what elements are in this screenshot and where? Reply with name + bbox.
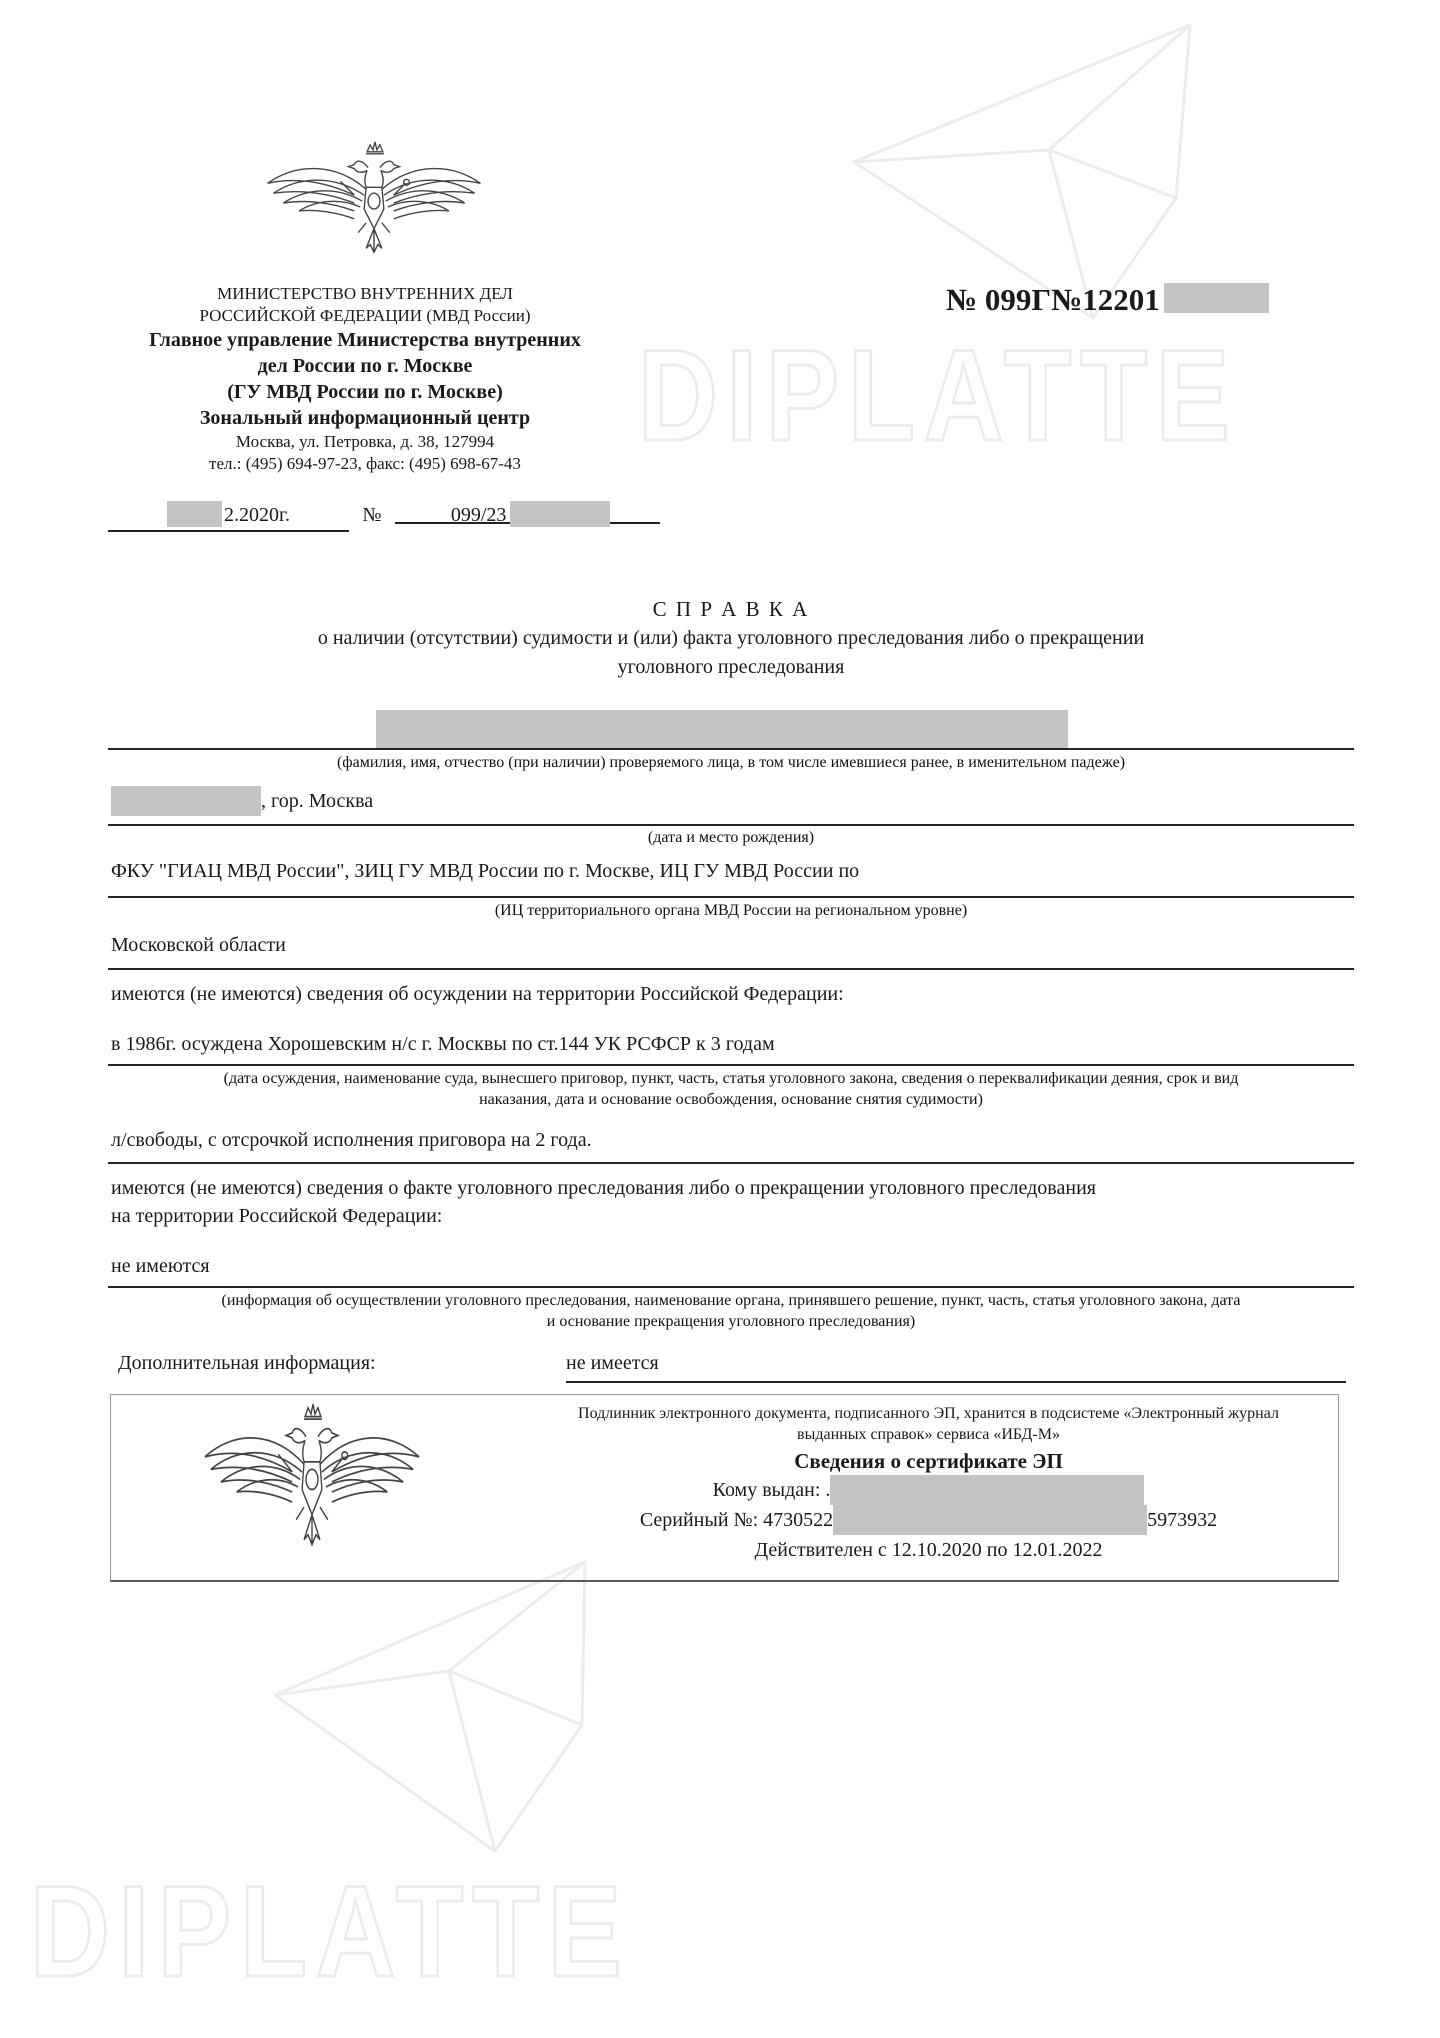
document-number-text: № 099Г№12201 (946, 282, 1160, 317)
redaction-box (167, 501, 222, 527)
field-rule (108, 896, 1354, 898)
title-subtitle: уголовного преследования (617, 656, 845, 678)
certificate-text (541, 1403, 1316, 1565)
serial-suffix: 5973932 (1147, 1509, 1218, 1531)
org-value-continued: Московской области (111, 934, 286, 956)
serial-number-field (541, 1505, 1316, 1535)
issue-date-text: 2.2020г. (224, 504, 290, 526)
phone-fax-line: тел.: (495) 694-97-23, факс: (495) 698-67-43 (209, 454, 521, 473)
redaction-box (111, 786, 261, 816)
ministry-line: РОССИЙСКОЙ ФЕДЕРАЦИИ (МВД России) (199, 306, 531, 325)
field-caption: (фамилия, имя, отчество (при наличии) проверяемого лица, в том числе имевшиеся ранее, в именительном падеже) (336, 754, 1126, 771)
conviction-value: в 1986г. осуждена Хорошевским н/с г. Москвы по ст.144 УК РСФСР к 3 годам (111, 1033, 775, 1055)
additional-info-value: не имеется (566, 1352, 659, 1374)
mvd-eagle-emblem (255, 138, 493, 276)
issued-to-label: Кому выдан: . (712, 1479, 831, 1501)
field-rule (108, 748, 1354, 750)
redaction-box (833, 1505, 1147, 1535)
prosecution-value: не имеются (111, 1255, 210, 1277)
paper-airplane-watermark (258, 1555, 603, 1855)
paper-airplane-watermark (845, 15, 1205, 325)
field-caption: (информация об осуществлении уголовного преследования, наименование органа, принявшего решение, пункт, часть, статья уголовного закона, дата (221, 1292, 1241, 1309)
outgoing-number-field (395, 494, 660, 524)
field-rule (108, 1162, 1354, 1164)
redaction-box (376, 710, 1068, 748)
conviction-value-continued: л/свободы, с отсрочкой исполнения приговора на 2 года. (111, 1129, 592, 1151)
prosecution-label: имеются (не имеются) сведения о факте уголовного преследования либо о прекращении уголовного преследования (111, 1177, 1096, 1199)
title-subtitle: о наличии (отсутствии) судимости и (или) факта уголовного преследования либо о прекращении (317, 627, 1145, 649)
department-line: дел России по г. Москве (257, 355, 473, 377)
issued-to-field (541, 1475, 1316, 1505)
field-rule (108, 1286, 1354, 1288)
diplatte-watermark: DIPLATTE (30, 1858, 631, 2004)
title-block (108, 594, 1354, 682)
org-value: ФКУ "ГИАЦ МВД России", ЗИЦ ГУ МВД России по г. Москве, ИЦ ГУ МВД России по (111, 860, 860, 882)
field-rule (566, 1381, 1346, 1383)
field-caption: (дата осуждения, наименование суда, вынесшего приговор, пункт, часть, статья уголовного закона, сведения о переквалификации деяния, срок и вид (223, 1070, 1239, 1087)
redaction-box (1164, 283, 1269, 313)
validity-period: Действителен с 12.10.2020 по 12.01.2022 (754, 1539, 1103, 1561)
number-sign-label: № (362, 504, 382, 526)
department-line: Зональный информационный центр (199, 407, 531, 429)
field-caption: и основание прекращения уголовного преследования) (546, 1313, 916, 1330)
certificate-heading: Сведения о сертификате ЭП (794, 1449, 1063, 1473)
serial-label: Серийный №: 4730522 (639, 1509, 834, 1531)
redaction-box (510, 501, 610, 527)
department-line: Главное управление Министерства внутренних (149, 329, 581, 351)
birth-value: , гор. Москва (261, 790, 374, 812)
department-line: (ГУ МВД России по г. Москве) (227, 381, 503, 403)
diplatte-watermark: DIPLATTE (638, 322, 1239, 468)
original-document-note: Подлинник электронного документа, подписанного ЭП, хранится в подсистеме «Электронный журнал (578, 1405, 1279, 1422)
field-rule (108, 1064, 1354, 1066)
ministry-line: МИНИСТЕРСТВО ВНУТРЕННИХ ДЕЛ (217, 284, 513, 303)
document-number (946, 282, 1269, 318)
issue-date-field (108, 494, 349, 532)
outgoing-number-text: 099/23 (450, 504, 507, 526)
field-caption: (дата и место рождения) (647, 829, 815, 846)
field-caption: (ИЦ территориального органа МВД России на региональном уровне) (494, 902, 968, 919)
address-line: Москва, ул. Петровка, д. 38, 127994 (235, 432, 495, 451)
field-rule (108, 824, 1354, 826)
birth-field (111, 786, 1354, 816)
conviction-label: имеются (не имеются) сведения об осуждении на территории Российской Федерации: (111, 983, 844, 1005)
mvd-eagle-emblem (193, 1399, 431, 1575)
redaction-box (830, 1475, 1144, 1505)
letterhead (85, 283, 645, 475)
additional-info-label: Дополнительная информация: (118, 1352, 376, 1374)
signature-certificate-box (110, 1394, 1339, 1582)
prosecution-label: на территории Российской Федерации: (111, 1205, 443, 1227)
date-and-number-row (108, 494, 660, 532)
field-rule (108, 968, 1354, 970)
page-title: С П Р А В К А (652, 597, 810, 621)
field-caption: наказания, дата и основание освобождения, основание снятия судимости) (479, 1091, 983, 1108)
original-document-note: выданных справок» сервиса «ИБД-М» (797, 1426, 1060, 1443)
